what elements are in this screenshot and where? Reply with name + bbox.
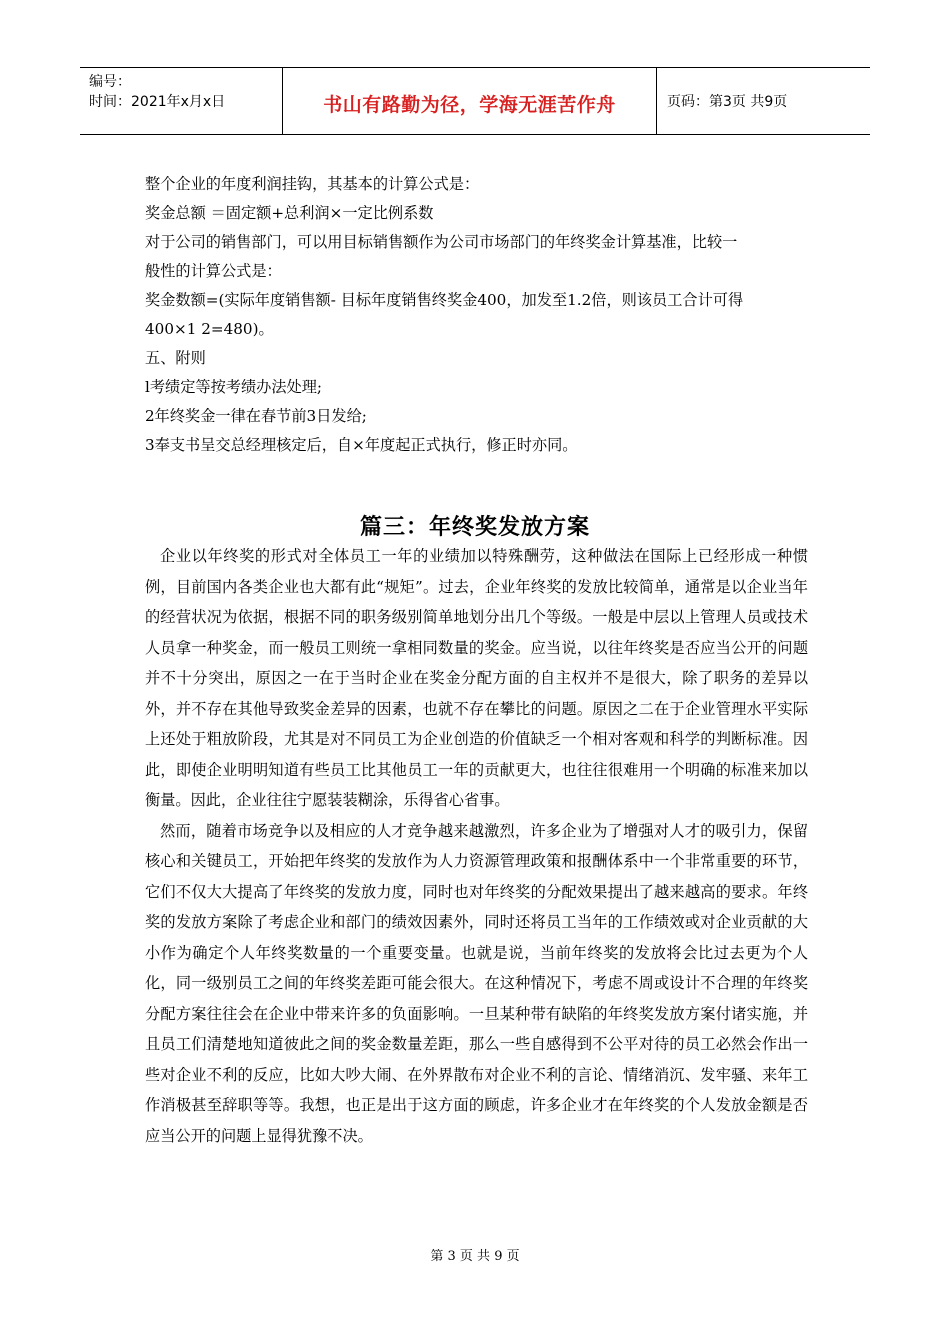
paragraph: 企业以年终奖的形式对全体员工一年的业绩加以特殊酬劳，这种做法在国际上已经形成一种惯例，目前国内各类企业也大都有此“规矩”。过去，企业年终奖的发放比较简单，通常是以企业当年的经营状况为依据，根据不同的职务级别简单地划分出几个等级。一般是中层以上管理人员或技术人员拿一种奖金，而一般员工则统一拿相同数量的奖金。应当说，以往年终奖是否应当公开的问题并不十分突出，原因之一在于当时企业在奖金分配方面的自主权并不是很大，除了职务的差异以外，并不存在其他导致奖金差异的因素，也就不存在攀比的问题。原因之二在于企业管理水平实际上还处于粗放阶段，尤其是对不同员工为企业创造的价值缺乏一个相对客观和科学的判断标准。因此，即使企业明明知道有些员工比其他员工一年的贡献更大，也往往很难用一个明确的标准来加以衡量。因此，企业往往宁愿装装糊涂，乐得省心省事。: [145, 547, 808, 809]
article-body: [145, 541, 808, 1151]
text-line: 整个企业的年度利润挂钩，其基本的计算公式是：: [145, 175, 480, 193]
list-item: 3奉支书呈交总经理核定后，自×年度起正式执行，修正时亦同。: [145, 436, 578, 454]
text-line: 对于公司的销售部门，可以用目标销售额作为公司市场部门的年终奖金计算基准，比较一: [145, 233, 738, 251]
page-header: [80, 67, 870, 135]
header-motto: 书山有路勤为径，学海无涯苦作舟: [323, 93, 616, 116]
section-heading: 五、附则: [145, 349, 206, 367]
list-item: l考绩定等按考绩办法处理;: [145, 378, 323, 396]
serial-label: 编号：: [89, 74, 131, 90]
header-left-cell: [80, 68, 282, 134]
paragraph: 然而，随着市场竞争以及相应的人才竞争越来越激烈，许多企业为了增强对人才的吸引力，保留核心和关键员工，开始把年终奖的发放作为人力资源管理政策和报酬体系中一个非常重要的环节，它们不仅大大提高了年终奖的发放力度，同时也对年终奖的分配效果提出了越来越高的要求。年终奖的发放方案除了考虑企业和部门的绩效因素外，同时还将员工当年的工作绩效或对企业贡献的大小作为确定个人年终奖数量的一个重要变量。也就是说，当前年终奖的发放将会比过去更为个人化，同一级别员工之间的年终奖差距可能会很大。在这种情况下，考虑不周或设计不合理的年终奖分配方案往往会在企业中带来许多的负面影响。一旦某种带有缺陷的年终奖发放方案付诸实施，并且员工们清楚地知道彼此之间的奖金数量差距，那么一些自感得到不公平对待的员工必然会作出一些对企业不利的反应，比如大吵大闹、在外界散布对企业不利的言论、情绪消沉、发牢骚、来年工作消极甚至辞职等等。我想，也正是出于这方面的顾虑，许多企业才在年终奖的个人发放金额是否应当公开的问题上显得犹豫不决。: [145, 821, 808, 1145]
header-page-cell: [657, 68, 870, 134]
upper-content: [145, 170, 808, 460]
text-line: 400×1 2=480)。: [145, 320, 274, 338]
page-footer: 第 3 页 共 9 页: [430, 1249, 520, 1264]
text-line: 般性的计算公式是：: [145, 262, 282, 280]
section-title: 篇三：年终奖发放方案: [359, 515, 590, 540]
time-label: 时间：2021年x月x日: [89, 94, 226, 110]
formula-line: 奖金总额 ＝固定额+总利润×一定比例系数: [145, 204, 434, 222]
header-motto-cell: [282, 68, 657, 134]
list-item: 2年终奖金一律在春节前3日发给;: [145, 407, 367, 425]
page-info: 页码：第3页 共9页: [667, 94, 788, 110]
formula-line: 奖金数额=(实际年度销售额- 目标年度销售终奖金400，加发至1.2倍，则该员工合计可得: [145, 291, 744, 309]
